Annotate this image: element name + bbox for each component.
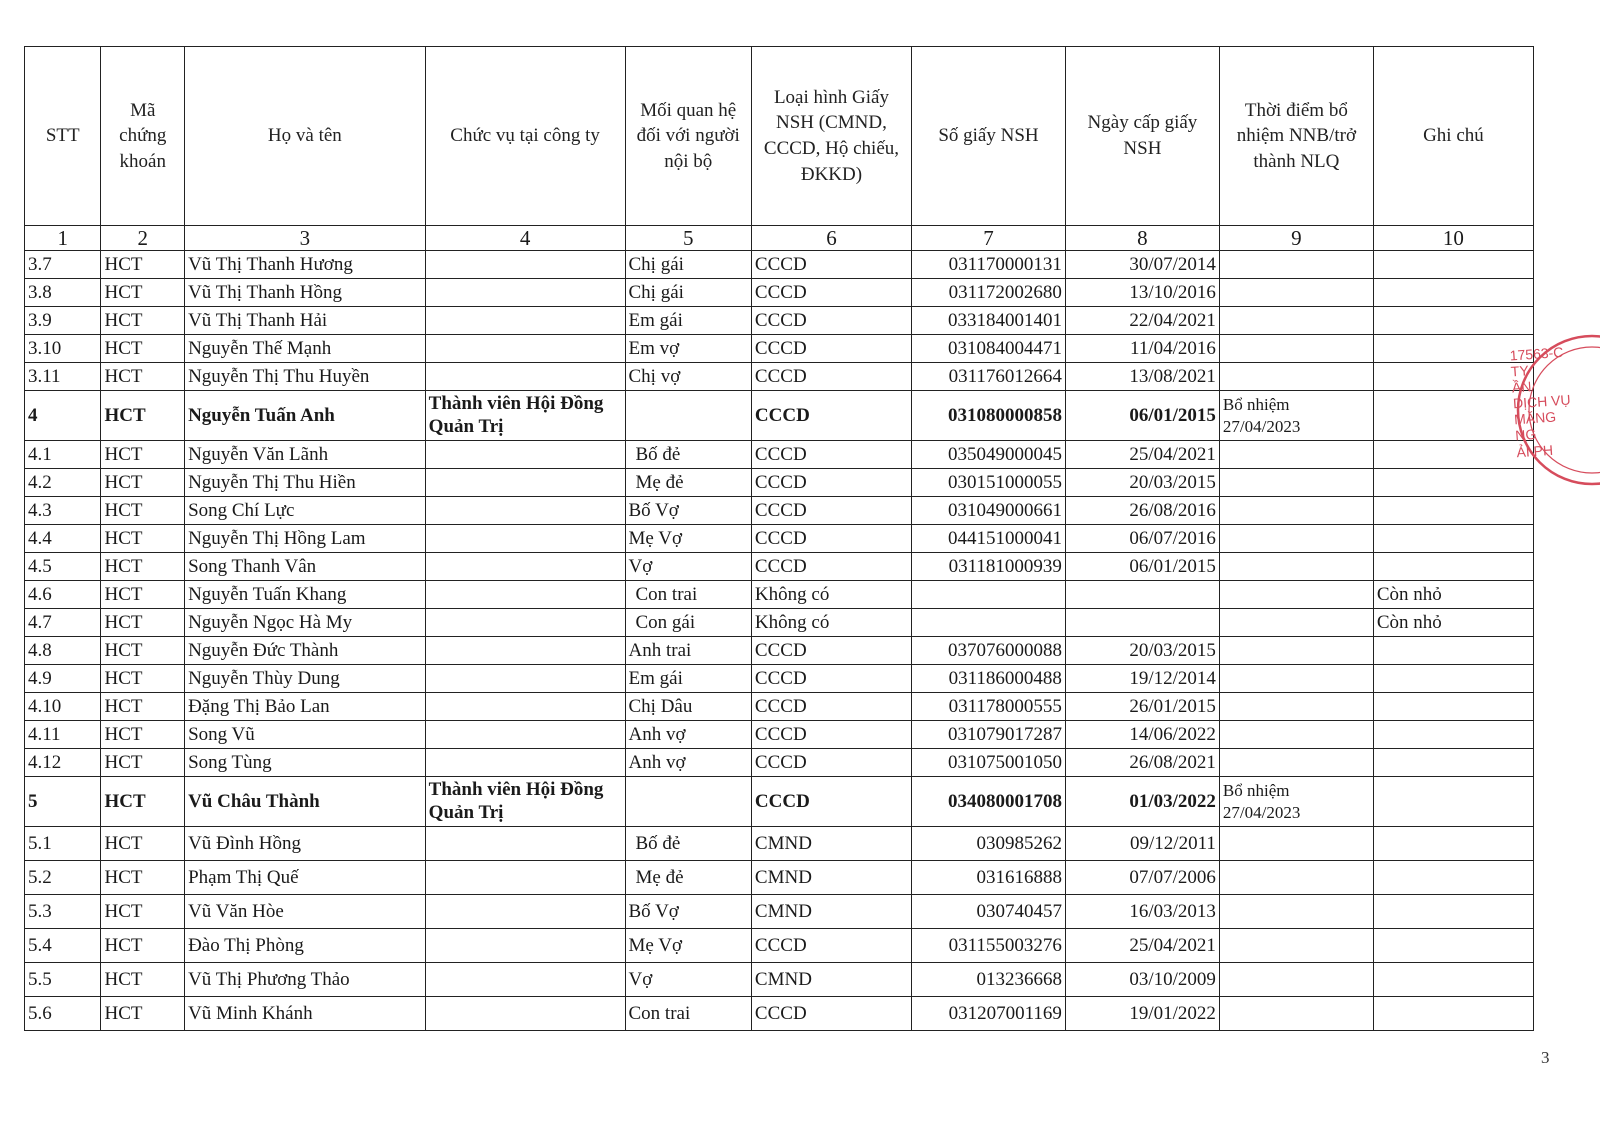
appointment-cell — [1219, 827, 1373, 861]
note-cell — [1373, 363, 1533, 391]
note-cell — [1373, 637, 1533, 665]
note-cell: Còn nhỏ — [1373, 581, 1533, 609]
note-cell — [1373, 251, 1533, 279]
relationship-cell: Vợ — [625, 963, 751, 997]
ticker-cell: HCT — [101, 279, 185, 307]
column-number: 8 — [1065, 226, 1219, 251]
relationship-cell: Chị vợ — [625, 363, 751, 391]
name-cell: Song Tùng — [185, 749, 426, 777]
relationship-cell — [625, 391, 751, 441]
id-type-cell: CCCD — [751, 335, 911, 363]
id-type-cell: CMND — [751, 827, 911, 861]
name-cell: Nguyễn Thùy Dung — [185, 665, 426, 693]
table-row — [25, 963, 1534, 997]
issue-date-cell: 20/03/2015 — [1065, 469, 1219, 497]
table-row — [25, 861, 1534, 895]
id-number-cell: 031186000488 — [911, 665, 1065, 693]
position-cell — [425, 497, 625, 525]
id-number-cell: 031172002680 — [911, 279, 1065, 307]
ticker-cell: HCT — [101, 693, 185, 721]
table-row — [25, 997, 1534, 1031]
column-header: Mối quan hệ đối với người nội bộ — [625, 47, 751, 226]
note-cell — [1373, 997, 1533, 1031]
name-cell: Song Vũ — [185, 721, 426, 749]
column-header: STT — [25, 47, 101, 226]
name-cell: Song Chí Lực — [185, 497, 426, 525]
table-row — [25, 553, 1534, 581]
ticker-cell: HCT — [101, 665, 185, 693]
note-cell — [1373, 665, 1533, 693]
note-cell — [1373, 307, 1533, 335]
name-cell: Đặng Thị Bảo Lan — [185, 693, 426, 721]
position-cell — [425, 609, 625, 637]
id-number-cell: 013236668 — [911, 963, 1065, 997]
column-number: 4 — [425, 226, 625, 251]
id-type-cell: CCCD — [751, 251, 911, 279]
table-row — [25, 441, 1534, 469]
issue-date-cell: 16/03/2013 — [1065, 895, 1219, 929]
table-row — [25, 363, 1534, 391]
position-cell — [425, 895, 625, 929]
ticker-cell: HCT — [101, 553, 185, 581]
ticker-cell: HCT — [101, 997, 185, 1031]
name-cell: Vũ Văn Hòe — [185, 895, 426, 929]
relationship-cell: Chị Dâu — [625, 693, 751, 721]
appointment-cell — [1219, 637, 1373, 665]
stt-cell: 4.5 — [25, 553, 101, 581]
column-header: Loại hình Giấy NSH (CMND, CCCD, Hộ chiếu, ĐKKD) — [751, 47, 911, 226]
note-cell — [1373, 777, 1533, 827]
id-number-cell: 031170000131 — [911, 251, 1065, 279]
relationship-cell: Chị gái — [625, 279, 751, 307]
id-type-cell: CCCD — [751, 553, 911, 581]
related-persons-table — [24, 46, 1534, 1031]
name-cell: Nguyễn Đức Thành — [185, 637, 426, 665]
issue-date-cell: 06/01/2015 — [1065, 553, 1219, 581]
appointment-cell — [1219, 251, 1373, 279]
position-cell — [425, 929, 625, 963]
id-number-cell: 034080001708 — [911, 777, 1065, 827]
column-number: 5 — [625, 226, 751, 251]
appointment-cell — [1219, 279, 1373, 307]
name-cell: Phạm Thị Quế — [185, 861, 426, 895]
ticker-cell: HCT — [101, 469, 185, 497]
header-row — [25, 47, 1534, 226]
position-cell: Thành viên Hội Đồng Quản Trị — [425, 777, 625, 827]
stt-cell: 5.4 — [25, 929, 101, 963]
stt-cell: 5.6 — [25, 997, 101, 1031]
issue-date-cell: 01/03/2022 — [1065, 777, 1219, 827]
note-cell: Còn nhỏ — [1373, 609, 1533, 637]
position-cell — [425, 525, 625, 553]
id-type-cell: CCCD — [751, 497, 911, 525]
ticker-cell: HCT — [101, 363, 185, 391]
relationship-cell: Em vợ — [625, 335, 751, 363]
column-header: Số giấy NSH — [911, 47, 1065, 226]
name-cell: Nguyễn Thị Thu Hiền — [185, 469, 426, 497]
id-number-cell: 031049000661 — [911, 497, 1065, 525]
stt-cell: 5.1 — [25, 827, 101, 861]
position-cell — [425, 279, 625, 307]
stt-cell: 3.8 — [25, 279, 101, 307]
note-cell — [1373, 469, 1533, 497]
issue-date-cell: 22/04/2021 — [1065, 307, 1219, 335]
relationship-cell: Anh trai — [625, 637, 751, 665]
note-cell — [1373, 827, 1533, 861]
position-cell — [425, 307, 625, 335]
stt-cell: 3.7 — [25, 251, 101, 279]
position-cell — [425, 335, 625, 363]
appointment-cell — [1219, 497, 1373, 525]
stt-cell: 4.6 — [25, 581, 101, 609]
relationship-cell: Bố Vợ — [625, 497, 751, 525]
appointment-cell — [1219, 335, 1373, 363]
id-type-cell: CMND — [751, 861, 911, 895]
issue-date-cell: 06/01/2015 — [1065, 391, 1219, 441]
id-type-cell: CCCD — [751, 665, 911, 693]
ticker-cell: HCT — [101, 307, 185, 335]
relationship-cell: Mẹ Vợ — [625, 929, 751, 963]
appointment-cell — [1219, 581, 1373, 609]
id-number-cell: 035049000045 — [911, 441, 1065, 469]
relationship-cell: Chị gái — [625, 251, 751, 279]
relationship-cell: Em gái — [625, 665, 751, 693]
column-number: 9 — [1219, 226, 1373, 251]
table-row — [25, 693, 1534, 721]
id-type-cell: CCCD — [751, 279, 911, 307]
note-cell — [1373, 279, 1533, 307]
name-cell: Nguyễn Văn Lãnh — [185, 441, 426, 469]
name-cell: Vũ Đình Hồng — [185, 827, 426, 861]
id-number-cell — [911, 609, 1065, 637]
issue-date-cell: 13/10/2016 — [1065, 279, 1219, 307]
position-cell — [425, 749, 625, 777]
appointment-cell — [1219, 307, 1373, 335]
id-type-cell: CCCD — [751, 469, 911, 497]
stt-cell: 4.2 — [25, 469, 101, 497]
position-cell — [425, 581, 625, 609]
note-cell — [1373, 525, 1533, 553]
relationship-cell: Mẹ đẻ — [625, 469, 751, 497]
relationship-cell: Em gái — [625, 307, 751, 335]
relationship-cell: Mẹ Vợ — [625, 525, 751, 553]
stt-cell: 5.2 — [25, 861, 101, 895]
name-cell: Vũ Thị Phương Thảo — [185, 963, 426, 997]
table-row — [25, 335, 1534, 363]
issue-date-cell: 19/01/2022 — [1065, 997, 1219, 1031]
issue-date-cell: 26/01/2015 — [1065, 693, 1219, 721]
issue-date-cell: 30/07/2014 — [1065, 251, 1219, 279]
name-cell: Nguyễn Ngọc Hà My — [185, 609, 426, 637]
seal-lettering: 17563-C TY ẦN DỊCH VỤ MĂNG NG ẢI PH — [1509, 343, 1572, 460]
position-cell — [425, 861, 625, 895]
stt-cell: 3.9 — [25, 307, 101, 335]
stt-cell: 4.4 — [25, 525, 101, 553]
id-number-cell: 031079017287 — [911, 721, 1065, 749]
table-row — [25, 581, 1534, 609]
table-row — [25, 391, 1534, 441]
id-type-cell: Không có — [751, 609, 911, 637]
note-cell — [1373, 553, 1533, 581]
table-row — [25, 525, 1534, 553]
relationship-cell: Con trai — [625, 581, 751, 609]
note-cell — [1373, 391, 1533, 441]
position-cell — [425, 997, 625, 1031]
column-number: 2 — [101, 226, 185, 251]
table-row — [25, 665, 1534, 693]
appointment-cell — [1219, 997, 1373, 1031]
position-cell — [425, 665, 625, 693]
appointment-cell — [1219, 553, 1373, 581]
table-row — [25, 497, 1534, 525]
name-cell: Đào Thị Phòng — [185, 929, 426, 963]
note-cell — [1373, 895, 1533, 929]
id-number-cell: 031207001169 — [911, 997, 1065, 1031]
issue-date-cell: 25/04/2021 — [1065, 441, 1219, 469]
position-cell — [425, 721, 625, 749]
appointment-cell — [1219, 929, 1373, 963]
position-cell — [425, 441, 625, 469]
relationship-cell: Bố đẻ — [625, 441, 751, 469]
stt-cell: 5.3 — [25, 895, 101, 929]
name-cell: Vũ Thị Thanh Hồng — [185, 279, 426, 307]
ticker-cell: HCT — [101, 581, 185, 609]
appointment-cell — [1219, 963, 1373, 997]
relationship-cell: Bố Vợ — [625, 895, 751, 929]
column-number: 7 — [911, 226, 1065, 251]
table-row — [25, 721, 1534, 749]
appointment-cell — [1219, 861, 1373, 895]
ticker-cell: HCT — [101, 749, 185, 777]
column-header: Ghi chú — [1373, 47, 1533, 226]
appointment-cell — [1219, 469, 1373, 497]
relationship-cell: Con gái — [625, 609, 751, 637]
stt-cell: 4.1 — [25, 441, 101, 469]
note-cell — [1373, 441, 1533, 469]
id-type-cell: CCCD — [751, 525, 911, 553]
name-cell: Vũ Minh Khánh — [185, 997, 426, 1031]
id-number-cell: 031084004471 — [911, 335, 1065, 363]
position-cell — [425, 693, 625, 721]
relationship-cell: Anh vợ — [625, 749, 751, 777]
appointment-cell — [1219, 721, 1373, 749]
issue-date-cell: 13/08/2021 — [1065, 363, 1219, 391]
page-number: 3 — [1541, 1048, 1550, 1067]
appointment-cell — [1219, 441, 1373, 469]
id-number-cell: 044151000041 — [911, 525, 1065, 553]
issue-date-cell: 07/07/2006 — [1065, 861, 1219, 895]
issue-date-cell — [1065, 609, 1219, 637]
note-cell — [1373, 721, 1533, 749]
column-number: 6 — [751, 226, 911, 251]
note-cell — [1373, 693, 1533, 721]
appointment-cell — [1219, 693, 1373, 721]
id-type-cell: CMND — [751, 963, 911, 997]
table-row — [25, 469, 1534, 497]
stt-cell: 5.5 — [25, 963, 101, 997]
table-row — [25, 307, 1534, 335]
note-cell — [1373, 497, 1533, 525]
stt-cell: 3.10 — [25, 335, 101, 363]
issue-date-cell: 25/04/2021 — [1065, 929, 1219, 963]
issue-date-cell — [1065, 581, 1219, 609]
position-cell — [425, 637, 625, 665]
name-cell: Nguyễn Thị Thu Huyền — [185, 363, 426, 391]
ticker-cell: HCT — [101, 525, 185, 553]
appointment-cell — [1219, 895, 1373, 929]
stt-cell: 3.11 — [25, 363, 101, 391]
position-cell — [425, 251, 625, 279]
stt-cell: 4 — [25, 391, 101, 441]
relationship-cell: Mẹ đẻ — [625, 861, 751, 895]
id-type-cell: CMND — [751, 895, 911, 929]
stt-cell: 5 — [25, 777, 101, 827]
name-cell: Song Thanh Vân — [185, 553, 426, 581]
name-cell: Vũ Thị Thanh Hải — [185, 307, 426, 335]
column-number: 1 — [25, 226, 101, 251]
ticker-cell: HCT — [101, 721, 185, 749]
column-header: Thời điểm bổ nhiệm NNB/trở thành NLQ — [1219, 47, 1373, 226]
id-number-cell: 030985262 — [911, 827, 1065, 861]
relationship-cell: Con trai — [625, 997, 751, 1031]
id-number-cell: 031178000555 — [911, 693, 1065, 721]
ticker-cell: HCT — [101, 963, 185, 997]
id-type-cell: CCCD — [751, 391, 911, 441]
issue-date-cell: 11/04/2016 — [1065, 335, 1219, 363]
appointment-cell — [1219, 363, 1373, 391]
ticker-cell: HCT — [101, 335, 185, 363]
column-header: Họ và tên — [185, 47, 426, 226]
id-type-cell: CCCD — [751, 693, 911, 721]
issue-date-cell: 06/07/2016 — [1065, 525, 1219, 553]
ticker-cell: HCT — [101, 497, 185, 525]
stt-cell: 4.3 — [25, 497, 101, 525]
position-cell — [425, 553, 625, 581]
id-type-cell: CCCD — [751, 721, 911, 749]
relationship-cell: Anh vợ — [625, 721, 751, 749]
id-type-cell: CCCD — [751, 777, 911, 827]
id-type-cell: CCCD — [751, 637, 911, 665]
name-cell: Vũ Thị Thanh Hương — [185, 251, 426, 279]
appointment-cell — [1219, 749, 1373, 777]
id-type-cell: CCCD — [751, 997, 911, 1031]
name-cell: Nguyễn Tuấn Anh — [185, 391, 426, 441]
table-row — [25, 749, 1534, 777]
ticker-cell: HCT — [101, 929, 185, 963]
issue-date-cell: 09/12/2011 — [1065, 827, 1219, 861]
position-cell — [425, 827, 625, 861]
ticker-cell: HCT — [101, 391, 185, 441]
table-row — [25, 929, 1534, 963]
table-row — [25, 609, 1534, 637]
id-type-cell: CCCD — [751, 749, 911, 777]
id-number-cell: 030151000055 — [911, 469, 1065, 497]
issue-date-cell: 26/08/2016 — [1065, 497, 1219, 525]
column-number-row — [25, 226, 1534, 251]
stt-cell: 4.11 — [25, 721, 101, 749]
position-cell — [425, 963, 625, 997]
name-cell: Nguyễn Tuấn Khang — [185, 581, 426, 609]
id-type-cell: Không có — [751, 581, 911, 609]
appointment-cell: Bổ nhiệm 27/04/2023 — [1219, 777, 1373, 827]
stt-cell: 4.9 — [25, 665, 101, 693]
relationship-cell — [625, 777, 751, 827]
ticker-cell: HCT — [101, 827, 185, 861]
column-header: Chức vụ tại công ty — [425, 47, 625, 226]
issue-date-cell: 03/10/2009 — [1065, 963, 1219, 997]
id-type-cell: CCCD — [751, 307, 911, 335]
ticker-cell: HCT — [101, 861, 185, 895]
issue-date-cell: 14/06/2022 — [1065, 721, 1219, 749]
id-number-cell: 037076000088 — [911, 637, 1065, 665]
ticker-cell: HCT — [101, 637, 185, 665]
column-header: Ngày cấp giấy NSH — [1065, 47, 1219, 226]
position-cell: Thành viên Hội Đồng Quản Trị — [425, 391, 625, 441]
stt-cell: 4.12 — [25, 749, 101, 777]
table-row — [25, 777, 1534, 827]
ticker-cell: HCT — [101, 609, 185, 637]
id-number-cell: 033184001401 — [911, 307, 1065, 335]
position-cell — [425, 469, 625, 497]
id-number-cell: 031080000858 — [911, 391, 1065, 441]
position-cell — [425, 363, 625, 391]
issue-date-cell: 19/12/2014 — [1065, 665, 1219, 693]
appointment-cell — [1219, 609, 1373, 637]
ticker-cell: HCT — [101, 895, 185, 929]
id-type-cell: CCCD — [751, 441, 911, 469]
id-number-cell: 030740457 — [911, 895, 1065, 929]
relationship-cell: Bố đẻ — [625, 827, 751, 861]
table-row — [25, 251, 1534, 279]
table-row — [25, 279, 1534, 307]
id-number-cell: 031176012664 — [911, 363, 1065, 391]
note-cell — [1373, 963, 1533, 997]
relationship-cell: Vợ — [625, 553, 751, 581]
column-header: Mã chứng khoán — [101, 47, 185, 226]
appointment-cell: Bổ nhiệm 27/04/2023 — [1219, 391, 1373, 441]
id-number-cell — [911, 581, 1065, 609]
note-cell — [1373, 749, 1533, 777]
issue-date-cell: 20/03/2015 — [1065, 637, 1219, 665]
id-type-cell: CCCD — [751, 929, 911, 963]
stt-cell: 4.8 — [25, 637, 101, 665]
stt-cell: 4.10 — [25, 693, 101, 721]
column-number: 3 — [185, 226, 426, 251]
table-row — [25, 827, 1534, 861]
id-number-cell: 031616888 — [911, 861, 1065, 895]
ticker-cell: HCT — [101, 777, 185, 827]
id-number-cell: 031075001050 — [911, 749, 1065, 777]
note-cell — [1373, 861, 1533, 895]
name-cell: Vũ Châu Thành — [185, 777, 426, 827]
ticker-cell: HCT — [101, 441, 185, 469]
appointment-cell — [1219, 525, 1373, 553]
note-cell — [1373, 929, 1533, 963]
name-cell: Nguyễn Thị Hồng Lam — [185, 525, 426, 553]
issue-date-cell: 26/08/2021 — [1065, 749, 1219, 777]
id-type-cell: CCCD — [751, 363, 911, 391]
id-number-cell: 031155003276 — [911, 929, 1065, 963]
column-number: 10 — [1373, 226, 1533, 251]
stt-cell: 4.7 — [25, 609, 101, 637]
ticker-cell: HCT — [101, 251, 185, 279]
name-cell: Nguyễn Thế Mạnh — [185, 335, 426, 363]
id-number-cell: 031181000939 — [911, 553, 1065, 581]
table-row — [25, 895, 1534, 929]
table-row — [25, 637, 1534, 665]
appointment-cell — [1219, 665, 1373, 693]
